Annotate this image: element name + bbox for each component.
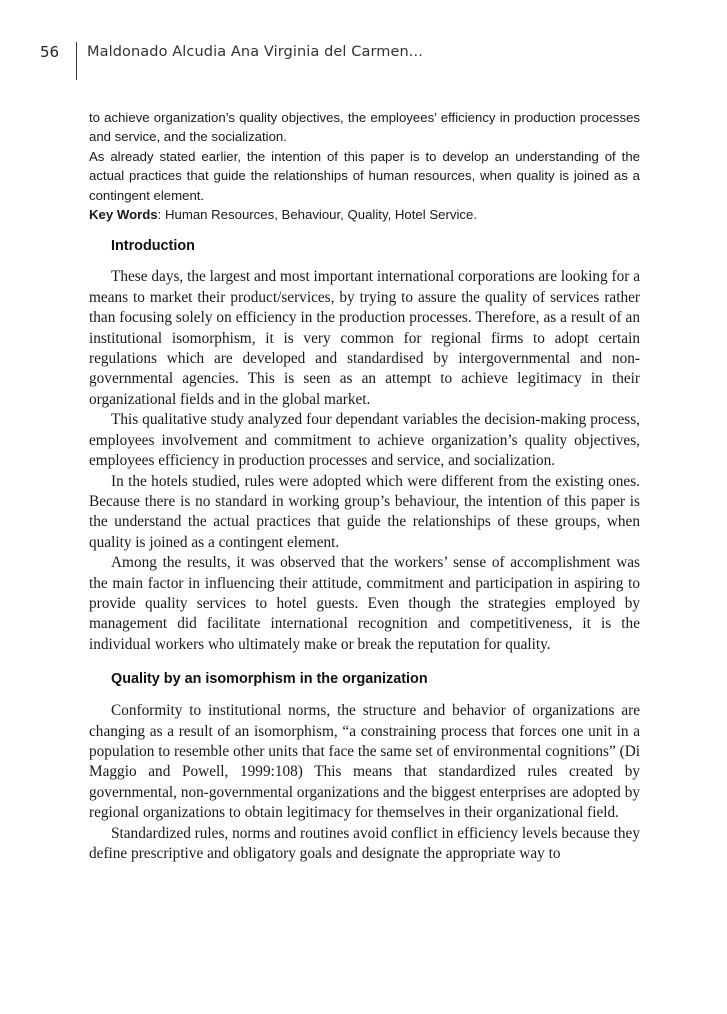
section-introduction-body — [89, 267, 640, 655]
keywords — [89, 205, 640, 224]
abstract-paragraph: As already stated earlier, the intention of this paper is to develop an understanding of the actual practices that guide the relationships of human resources, when quality is joined as a contingent element. — [89, 148, 640, 203]
keywords-label: Key Words — [89, 207, 158, 223]
body-paragraph: These days, the largest and most important international corporations are looking for a means to market their product/services, by trying to assure the quality of services rather than focusing solely on efficiency in the production processes. Therefore, as a result of an institutional isomorphism, it is very common for regional firms to adopt certain regulations which are developed and standardised by intergovernmental and non-governmental agencies. This is seen as an attempt to achieve legitimacy in their organizational fields and in the global market. — [89, 268, 640, 408]
keywords-text: : Human Resources, Behaviour, Quality, Hotel Service. — [157, 207, 477, 223]
section-quality-body — [89, 701, 640, 864]
running-head-author: Maldonado Alcudia Ana Virginia del Carmen... — [87, 44, 423, 60]
body-paragraph: Standardized rules, norms and routines avoid conflict in efficiency levels because they define prescriptive and obligatory goals and designate the appropriate way to — [89, 824, 640, 862]
body-paragraph: In the hotels studied, rules were adopted which were different from the existing ones. Because there is no standard in working group’s behaviour, the intention of this paper is the understand the actual practices that guide the relationships of these groups, when quality is joined as a contingent element. — [89, 472, 640, 551]
running-header — [40, 42, 423, 80]
body-paragraph: This qualitative study analyzed four dependant variables the decision-making process, employees involvement and commitment to achieve organization’s quality objectives, employees efficiency in production processes and service, and socialization. — [89, 411, 640, 470]
section-heading-quality-isomorphism: Quality by an isomorphism in the organization — [111, 671, 428, 688]
section-heading-introduction: Introduction — [111, 238, 195, 255]
body-paragraph: Conformity to institutional norms, the structure and behavior of organizations are changing as a result of an isomorphism, “a constraining process that forces one unit in a population to resemble other units that face the same set of environmental cognitions” (Di Maggio and Powell, 1999:108) This means that standardized rules created by governmental, non-governmental organizations and the biggest enterprises are adopted by regional organizations to obtain legitimacy for themselves in their organizational field. — [89, 702, 640, 822]
abstract-paragraph: to achieve organization’s quality objectives, the employees’ efficiency in production processes and service, and the socialization. — [89, 110, 640, 145]
page-number: 56 — [40, 43, 60, 61]
header-divider — [76, 42, 77, 80]
body-paragraph: Among the results, it was observed that the workers’ sense of accomplishment was the main factor in influencing their attitude, commitment and participation in aspiring to provide quality services to hotel guests. Even though the strategies employed by management did facilitate international recognition and competitiveness, it is the individual workers who ultimately make or break the reputation for quality. — [89, 554, 640, 653]
abstract — [89, 108, 640, 224]
page-content — [89, 108, 640, 864]
